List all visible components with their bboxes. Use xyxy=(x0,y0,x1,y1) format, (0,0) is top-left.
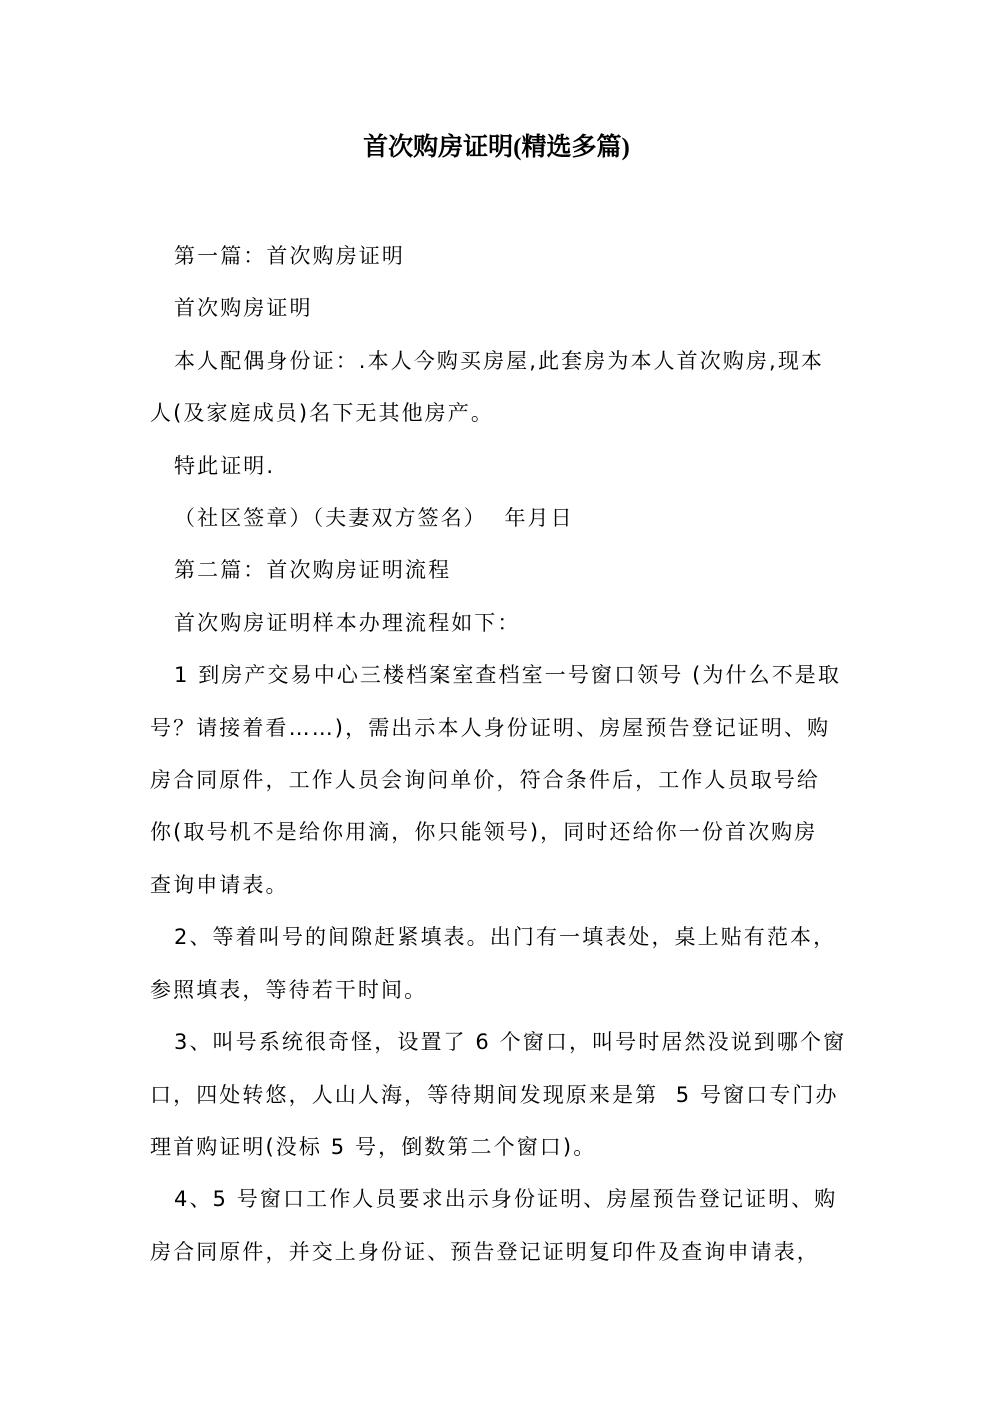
step-1 xyxy=(150,649,842,911)
text-line: 首次购房证明 xyxy=(174,296,313,321)
text-line: 3、叫号系统很奇怪，设置了 6 个窗口，叫号时居然没说到哪个窗 xyxy=(174,1030,847,1055)
part1-signature xyxy=(150,492,834,544)
step-3 xyxy=(150,1016,847,1173)
part1-certify xyxy=(150,440,834,492)
text-line: 查询申请表。 xyxy=(150,872,289,897)
text-line: 房合同原件，并交上身份证、预告登记证明复印件及查询申请表， xyxy=(150,1239,820,1264)
part2-heading xyxy=(150,544,834,596)
part1-heading xyxy=(150,230,834,282)
part1-statement xyxy=(150,335,834,440)
text-line: 1 到房产交易中心三楼档案室查档室一号窗口领号 (为什么不是取 xyxy=(174,663,842,688)
document-title: 首次购房证明(精选多篇) xyxy=(363,134,630,161)
text-line: 本人配偶身份证：.本人今购买房屋,此套房为本人首次购房,现本 xyxy=(174,348,825,373)
step-2 xyxy=(150,911,837,1016)
text-line: 房合同原件，工作人员会询问单价，符合条件后，工作人员取号给 xyxy=(150,768,820,793)
document-body xyxy=(150,230,847,1278)
text-line: 号？请接着看……)，需出示本人身份证明、房屋预告登记证明、购 xyxy=(150,715,831,740)
text-line: 4、5 号窗口工作人员要求出示身份证明、房屋预告登记证明、购 xyxy=(174,1187,838,1212)
text-line: 首次购房证明样本办理流程如下： xyxy=(174,610,521,635)
text-line: 人(及家庭成员)名下无其他房产。 xyxy=(150,401,494,426)
part1-subtitle xyxy=(150,282,834,334)
text-line: 你(取号机不是给你用滴，你只能领号)，同时还给你一份首次购房 xyxy=(150,820,818,845)
text-line: 第二篇：首次购房证明流程 xyxy=(174,558,452,583)
text-line: 口，四处转悠，人山人海，等待期间发现原来是第 5 号窗口专门办 xyxy=(150,1082,839,1107)
step-4 xyxy=(150,1173,838,1278)
text-line: 第一篇：首次购房证明 xyxy=(174,244,405,268)
part2-intro xyxy=(150,597,834,649)
text-line: （社区签章）（夫妻双方签名） 年月日 xyxy=(174,506,574,531)
text-line: 参照填表，等待若干时间。 xyxy=(150,977,428,1002)
text-line: 理首购证明(没标 5 号，倒数第二个窗口)。 xyxy=(150,1134,597,1159)
text-line: 2、等着叫号的间隙赶紧填表。出门有一填表处，桌上贴有范本， xyxy=(174,925,837,950)
text-line: 特此证明. xyxy=(174,453,276,478)
